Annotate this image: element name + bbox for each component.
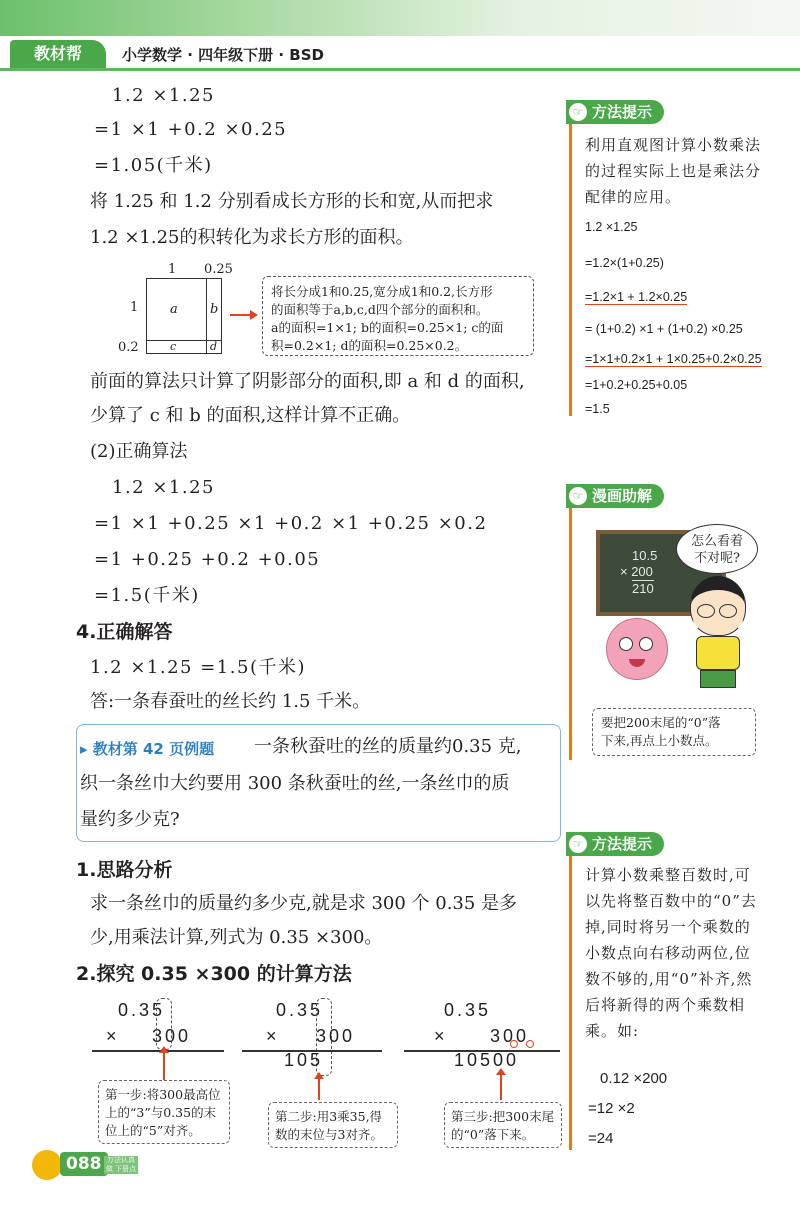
- vertical-result: 105: [284, 1050, 324, 1070]
- board-line: 10.5: [632, 548, 658, 563]
- vertical-top: 0.35: [118, 1000, 166, 1020]
- vertical-bottom: 300: [152, 1026, 192, 1046]
- header-divider: [0, 68, 800, 71]
- hand-pointer-icon: ☞: [569, 835, 587, 853]
- diagram-left-label: 1: [130, 300, 139, 315]
- calc-line: =1.5(千米): [94, 585, 200, 606]
- bubble-line: 不对呢?: [694, 551, 740, 566]
- vertical-bottom: 300: [316, 1026, 356, 1046]
- callout-line: a的面积=1×1; b的面积=0.25×1; c的面: [271, 320, 504, 335]
- callout-line: 积=0.2×1; d的面积=0.25×0.2。: [271, 338, 468, 353]
- diagram-left-label: 0.2: [118, 340, 139, 355]
- tip-line: 乘。如:: [585, 1022, 640, 1040]
- note-line: 的“0”落下来。: [451, 1127, 535, 1142]
- book-title: 小学数学 · 四年级下册 · BSD: [122, 46, 324, 64]
- calc-line: =1 ×1 +0.2 ×0.25: [94, 119, 288, 140]
- vertical-mul: ×: [106, 1026, 120, 1046]
- cell-d: d: [210, 340, 218, 353]
- tip-eq: 1.2 ×1.25: [585, 220, 638, 234]
- tip-line: 后将新得的两个乘数相: [585, 996, 746, 1014]
- vertical-top: 0.35: [276, 1000, 324, 1020]
- tip-line: 掉,同时将另一个乘数的: [585, 918, 751, 936]
- step-note: [268, 1102, 398, 1148]
- note-line: 第二步:用3乘35,得: [275, 1109, 383, 1124]
- tip-eq: 0.12 ×200: [600, 1070, 668, 1087]
- diagram-arrow: [230, 314, 252, 316]
- sidebar-rule: [569, 500, 572, 760]
- cell-a: a: [170, 302, 178, 317]
- vertical-top: 0.35: [444, 1000, 492, 1020]
- page-number: 088: [60, 1152, 108, 1176]
- note-line: 位上的“5”对齐。: [105, 1123, 201, 1138]
- tip-eq: =1.2×1 + 1.2×0.25: [585, 290, 688, 304]
- tip-heading-label: 方法提示: [592, 103, 653, 121]
- tip-eq: =1.2×(1+0.25): [585, 256, 664, 270]
- boy-shirt: [696, 636, 740, 670]
- tip-eq: =1×1+0.2×1 + 1×0.25+0.2×0.25: [585, 352, 762, 366]
- bubble-line: 怎么看着: [690, 534, 743, 549]
- answer-equation: 1.2 ×1.25 =1.5(千米): [90, 657, 306, 678]
- comic-heading-label: 漫画助解: [592, 487, 653, 505]
- example-line: 量约多少克?: [80, 809, 180, 830]
- explain-line: 将 1.25 和 1.2 分别看成长方形的长和宽,从而把求: [90, 191, 494, 212]
- explain-line: 1.2 ×1.25的积转化为求长方形的面积。: [90, 227, 414, 248]
- header-band: [0, 0, 800, 36]
- vertical-line: [92, 1050, 224, 1052]
- calc-line: 1.2 ×1.25: [112, 477, 216, 498]
- diagram-top-label: 1: [168, 262, 177, 277]
- caption-line: 下来,再点上小数点。: [601, 733, 718, 748]
- tip-line: 计算小数乘整百数时,可: [585, 866, 751, 884]
- tip-heading: [566, 100, 664, 124]
- vertical-mul: ×: [266, 1026, 280, 1046]
- note-line: 第一步:将300最高位: [105, 1087, 221, 1102]
- tip-eq: = (1+0.2) ×1 + (1+0.2) ×0.25: [585, 322, 743, 336]
- calc-line: =1 ×1 +0.25 ×1 +0.2 ×1 +0.25 ×0.2: [94, 513, 488, 534]
- thinking-heading: 1.思路分析: [76, 859, 173, 881]
- drop-marker: [526, 1040, 534, 1048]
- caption-line: 要把200末尾的“0”落: [601, 715, 721, 730]
- thinking-line: 求一条丝巾的质量约多少克,就是求 300 个 0.35 是多: [90, 893, 518, 914]
- comic-heading: [566, 484, 664, 508]
- tip-line: 利用直观图计算小数乘法: [585, 136, 762, 154]
- board-line: 210: [632, 581, 654, 596]
- note-line: 数的末位与3对齐。: [275, 1127, 383, 1142]
- answer-text: 答:一条春蚕吐的丝长约 1.5 千米。: [90, 691, 371, 712]
- drop-marker: [510, 1040, 518, 1048]
- boy-shorts: [700, 670, 736, 688]
- diagram-arrowhead: [250, 310, 258, 320]
- star-icon: [32, 1150, 62, 1180]
- note-line: 上的“3”与0.35的末: [105, 1105, 217, 1120]
- tip-eq: =1+0.2+0.25+0.05: [585, 378, 688, 392]
- tip-heading-label: 方法提示: [592, 835, 653, 853]
- boy-head: [690, 576, 746, 636]
- brand-tab: 教材帮: [10, 40, 106, 68]
- sidebar-rule: [569, 850, 572, 1150]
- diagram-top-label: 0.25: [204, 262, 233, 277]
- tip-line: 数不够的,用“0”补齐,然: [585, 970, 753, 988]
- callout-line: 将长分成1和0.25,宽分成1和0.2,长方形: [271, 284, 493, 299]
- analysis-line: 少算了 c 和 b 的面积,这样计算不正确。: [90, 405, 411, 426]
- tip-line: 配律的应用。: [585, 188, 682, 206]
- comic-caption: [592, 708, 756, 756]
- vertical-bottom: 300: [490, 1026, 530, 1046]
- thinking-line: 少,用乘法计算,列式为 0.35 ×300。: [90, 927, 383, 948]
- sidebar-rule: [569, 116, 572, 416]
- footer-tag: 万法认真做 下册点易复: [105, 1156, 137, 1182]
- step-note: [444, 1102, 562, 1148]
- tip-heading: [566, 832, 664, 856]
- tip-eq: =12 ×2: [588, 1100, 635, 1117]
- tip-eq: =24: [588, 1130, 614, 1147]
- step-arrow: [318, 1078, 320, 1100]
- callout-line: 的面积等于a,b,c,d四个部分的面积和。: [271, 302, 489, 317]
- calc-line: 1.2 ×1.25: [112, 85, 216, 106]
- example-line: 织一条丝巾大约要用 300 条秋蚕吐的丝,一条丝巾的质: [80, 773, 510, 794]
- hand-pointer-icon: ☞: [569, 103, 587, 121]
- step-note: [98, 1080, 230, 1144]
- calc-line: =1 +0.25 +0.2 +0.05: [94, 549, 321, 570]
- speech-bubble: [676, 524, 758, 574]
- explore-heading: 2.探究 0.35 ×300 的计算方法: [76, 963, 352, 985]
- answer-heading: 4.正确解答: [76, 621, 173, 643]
- correct-heading: (2)正确算法: [90, 441, 188, 462]
- note-line: 第三步:把300末尾: [451, 1109, 555, 1124]
- tip-text: [585, 132, 785, 210]
- calc-line: =1.05(千米): [94, 155, 213, 176]
- align-dashed-box: [156, 998, 172, 1050]
- example-tag: ▸ 教材第 42 页例题: [80, 740, 215, 758]
- vertical-result: 10500: [454, 1050, 520, 1070]
- example-line: 一条秋蚕吐的丝的质量约0.35 克,: [254, 736, 522, 757]
- tip-line: 以先将整百数中的“0”去: [585, 892, 757, 910]
- hand-pointer-icon: ☞: [569, 487, 587, 505]
- vertical-mul: ×: [434, 1026, 448, 1046]
- tip-eq: =1.5: [585, 402, 610, 416]
- pink-character: [606, 618, 668, 680]
- step-arrow: [500, 1074, 502, 1100]
- step-arrow: [163, 1052, 165, 1080]
- analysis-line: 前面的算法只计算了阴影部分的面积,即 a 和 d 的面积,: [90, 371, 525, 392]
- diagram-callout: [262, 276, 534, 356]
- cell-c: c: [170, 340, 177, 353]
- tip-line: 小数点向右移动两位,位: [585, 944, 751, 962]
- tip-text: [585, 862, 785, 1044]
- board-line: × 200: [620, 564, 653, 579]
- cell-b: b: [210, 302, 219, 317]
- tip-line: 的过程实际上也是乘法分: [585, 162, 762, 180]
